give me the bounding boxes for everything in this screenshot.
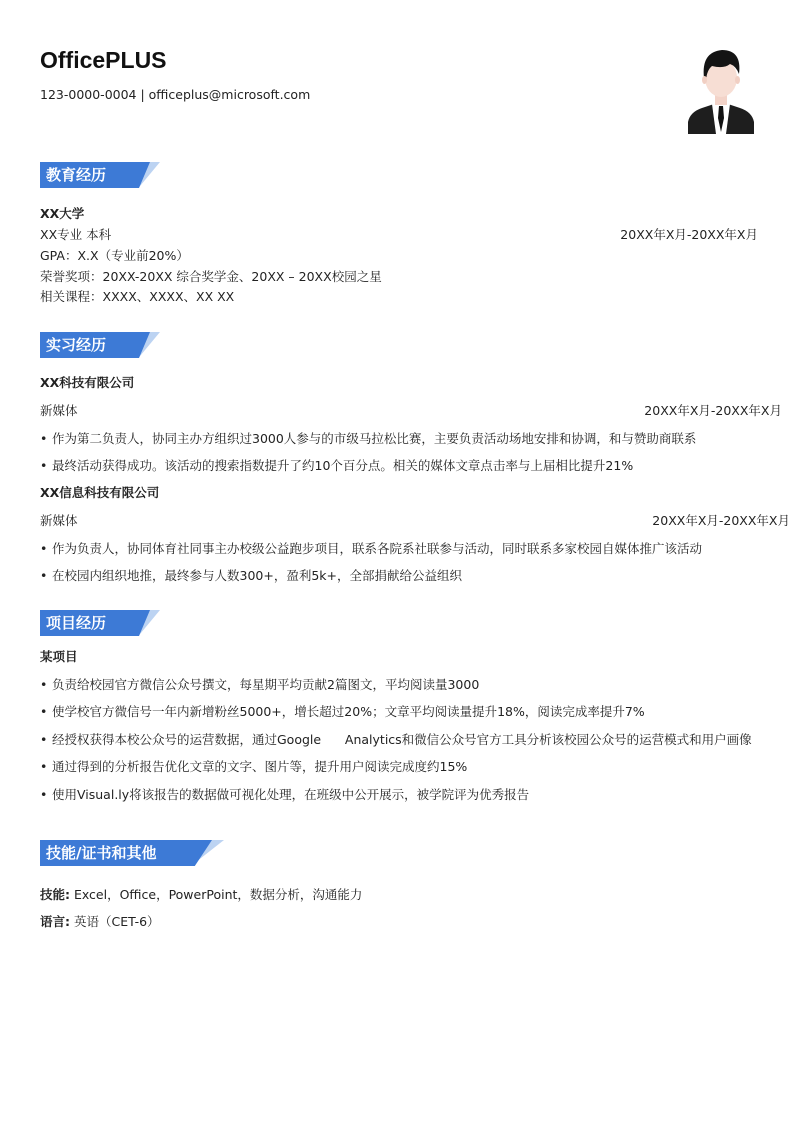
list-item: • 在校园内组织地推，最终参与人数300+，盈利5k+，全部捐献给公益组织 (40, 567, 462, 585)
education-date: 20XX年X月-20XX年X月 (620, 227, 758, 242)
section-header-skills (40, 840, 220, 866)
company-name: XX科技有限公司 (40, 375, 135, 390)
project-name: 某项目 (40, 649, 78, 664)
courses: 相关课程：XXXX、XXXX、XX XX (40, 289, 235, 304)
list-item: • 经授权获得本校公众号的运营数据，通过Google Analytics和微信公众号官方工具分析该校园公众号的运营模式和用户画像 (40, 731, 752, 749)
job-date: 20XX年X月-20XX年X月 (644, 403, 782, 418)
contact-info: 123-0000-0004 | officeplus@microsoft.com (40, 87, 311, 102)
list-item: • 最终活动获得成功。该活动的搜索指数提升了约10个百分点。相关的媒体文章点击率与上届相比提升21% (40, 457, 633, 475)
honors: 荣誉奖项：20XX-20XX 综合奖学金、20XX – 20XX校园之星 (40, 269, 382, 284)
gpa: GPA：X.X（专业前20%） (40, 248, 189, 263)
list-item: • 作为第二负责人，协同主办方组织过3000人参与的市级马拉松比赛，主要负责活动场地安排和协调，和与赞助商联系 (40, 430, 696, 448)
section-header-project (40, 610, 220, 636)
school-name: XX大学 (40, 206, 85, 221)
language-value: 英语（CET-6） (70, 914, 160, 929)
skills-label: 技能: (40, 887, 70, 902)
skills-value: Excel，Office，PowerPoint，数据分析，沟通能力 (70, 887, 363, 902)
candidate-name: OfficePLUS (40, 47, 167, 73)
section-header-internship (40, 332, 220, 358)
language-line (40, 913, 160, 931)
section-title-internship: 实习经历 (46, 336, 107, 354)
language-label: 语言: (40, 914, 70, 929)
avatar-icon (686, 44, 756, 134)
section-title-education: 教育经历 (46, 166, 107, 184)
list-item: • 使学校官方微信号一年内新增粉丝5000+，增长超过20%；文章平均阅读量提升18%，阅读完成率提升7% (40, 703, 645, 721)
list-item: • 使用Visual.ly将该报告的数据做可视化处理，在班级中公开展示，被学院评为优秀报告 (40, 786, 529, 804)
job-role: 新媒体 (40, 513, 78, 528)
list-item: • 通过得到的分析报告优化文章的文字、图片等，提升用户阅读完成度约15% (40, 758, 467, 776)
company-name: XX信息科技有限公司 (40, 485, 160, 500)
major: XX专业 本科 (40, 227, 112, 242)
section-header-education (40, 162, 220, 188)
section-title-skills: 技能/证书和其他 (46, 844, 157, 862)
job-role: 新媒体 (40, 403, 78, 418)
job-date: 20XX年X月-20XX年X月 (652, 513, 790, 528)
section-title-project: 项目经历 (46, 614, 107, 632)
list-item: • 负责给校园官方微信公众号撰文，每星期平均贡献2篇图文，平均阅读量3000 (40, 676, 479, 694)
skills-line (40, 886, 362, 904)
list-item: • 作为负责人，协同体育社同事主办校级公益跑步项目，联系各院系社联参与活动，同时联系多家校园自媒体推广该活动 (40, 540, 702, 558)
